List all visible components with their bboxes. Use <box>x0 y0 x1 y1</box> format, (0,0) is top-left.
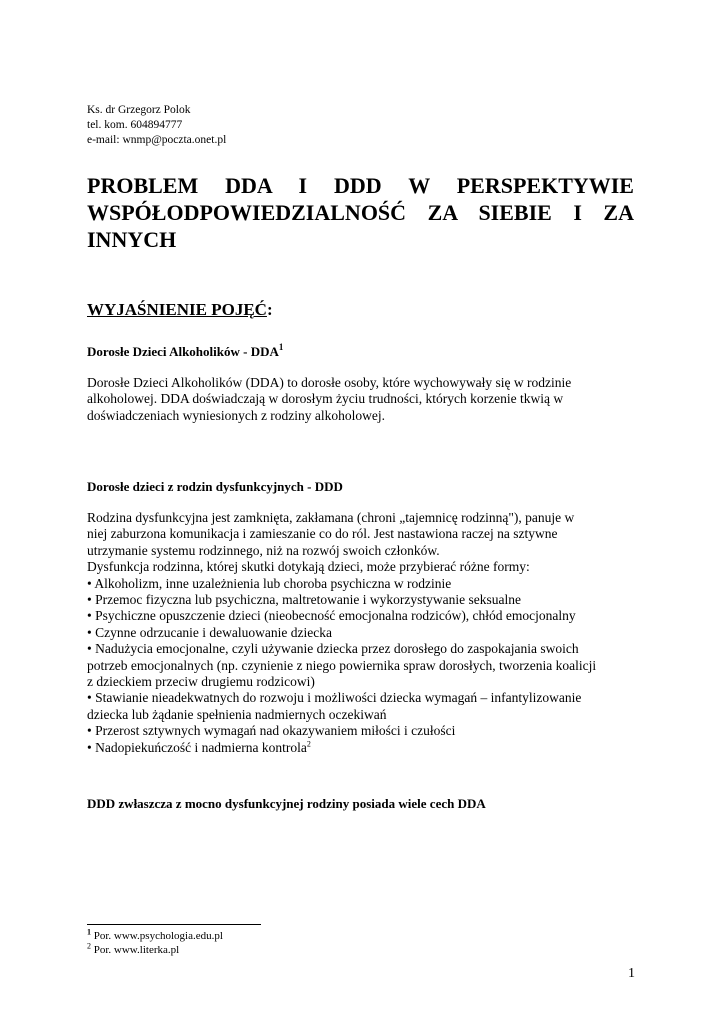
dda-line: alkoholowej. DDA doświadczają w dorosłym życiu trudności, których korzenie tkwią w <box>87 391 564 407</box>
author-phone: tel. kom. 604894777 <box>87 119 183 131</box>
ddd-line: potrzeb emocjonalnych (np. czynienie z niego powiernika spraw dorosłych, tworzenia koalicji <box>87 657 597 673</box>
author-name: Ks. dr Grzegorz Polok <box>87 104 191 116</box>
ddd-bullet: • Alkoholizm, inne uzależnienia lub choroba psychiczna w rodzinie <box>87 575 452 591</box>
footnote-2 <box>87 943 223 957</box>
ddd-bullet-last <box>87 740 596 756</box>
dda-heading <box>87 343 283 360</box>
footnote-ref-1[interactable]: 1 <box>278 341 284 352</box>
ddd-bullet: • Przemoc fizyczna lub psychiczna, maltretowanie i wykorzystywanie seksualne <box>87 592 521 608</box>
title-line-3: INNYCH <box>87 227 177 252</box>
ddd-last-line-text: • Nadopiekuńczość i nadmierna kontrola <box>87 739 307 755</box>
ddd-heading: Dorosłe dzieci z rodzin dysfunkcyjnych - DDD <box>87 479 343 494</box>
dda-paragraph <box>87 375 571 424</box>
footnote-1 <box>87 929 223 943</box>
footnote-ref-2[interactable]: 2 <box>306 739 311 749</box>
ddd-bullet: • Nadużycia emocjonalne, czyli używanie dziecka przez dorosłego do zaspokajania swoich <box>87 641 579 657</box>
footnote-2-number: 2 <box>87 941 91 951</box>
ddd-line: Rodzina dysfunkcyjna jest zamknięta, zakłamana (chroni „tajemnicę rodzinną"), panuje w <box>87 510 575 525</box>
ddd-statement: DDD zwłaszcza z mocno dysfunkcyjnej rodziny posiada wiele cech DDA <box>87 796 486 811</box>
dda-line: doświadczeniach wyniesionych z rodziny alkoholowej. <box>87 407 386 423</box>
ddd-line: niej zaburzona komunikacja i zamieszanie co do ról. Jest nastawiona raczej na sztywne <box>87 526 558 542</box>
section-heading-colon: : <box>266 300 273 319</box>
section-heading <box>87 300 273 320</box>
page-number: 1 <box>628 966 635 981</box>
ddd-line: z dzieckiem przeciw drugiemu rodzicowi) <box>87 674 315 690</box>
document-title <box>87 172 634 253</box>
footnote-1-number: 1 <box>87 927 91 937</box>
footnotes <box>87 929 223 957</box>
ddd-line: dziecka lub żądanie spełnienia nadmiernych oczekiwań <box>87 706 387 722</box>
title-line-1: PROBLEM DDA I DDD W PERSPEKTYWIE <box>87 173 634 198</box>
author-email: e-mail: wnmp@poczta.onet.pl <box>87 134 227 146</box>
dda-line: Dorosłe Dzieci Alkoholików (DDA) to dorosłe osoby, które wychowywały się w rodzinie <box>87 375 572 390</box>
footnote-separator <box>87 924 261 925</box>
footnote-2-text: Por. www.literka.pl <box>91 944 180 956</box>
ddd-line: utrzymanie systemu rodzinnego, niż na rozwój swoich członków. <box>87 542 440 558</box>
ddd-bullet: • Czynne odrzucanie i dewaluowanie dziecka <box>87 624 332 640</box>
ddd-bullet: • Stawianie nieadekwatnych do rozwoju i możliwości dziecka wymagań – infantylizowanie <box>87 690 582 706</box>
title-line-2: WSPÓŁODPOWIEDZIALNOŚĆ ZA SIEBIE I ZA <box>87 200 634 225</box>
dda-heading-text: Dorosłe Dzieci Alkoholików - DDA <box>87 344 279 359</box>
ddd-line: Dysfunkcja rodzinna, której skutki dotykają dzieci, może przybierać różne formy: <box>87 559 530 575</box>
ddd-bullet: • Psychiczne opuszczenie dzieci (nieobecność emocjonalna rodziców), chłód emocjonalny <box>87 608 576 624</box>
ddd-paragraph <box>87 510 596 756</box>
footnote-1-text: Por. www.psychologia.edu.pl <box>91 930 223 942</box>
ddd-bullet: • Przerost sztywnych wymagań nad okazywaniem miłości i czułości <box>87 723 456 739</box>
section-heading-text: WYJAŚNIENIE POJĘĆ <box>87 300 267 319</box>
